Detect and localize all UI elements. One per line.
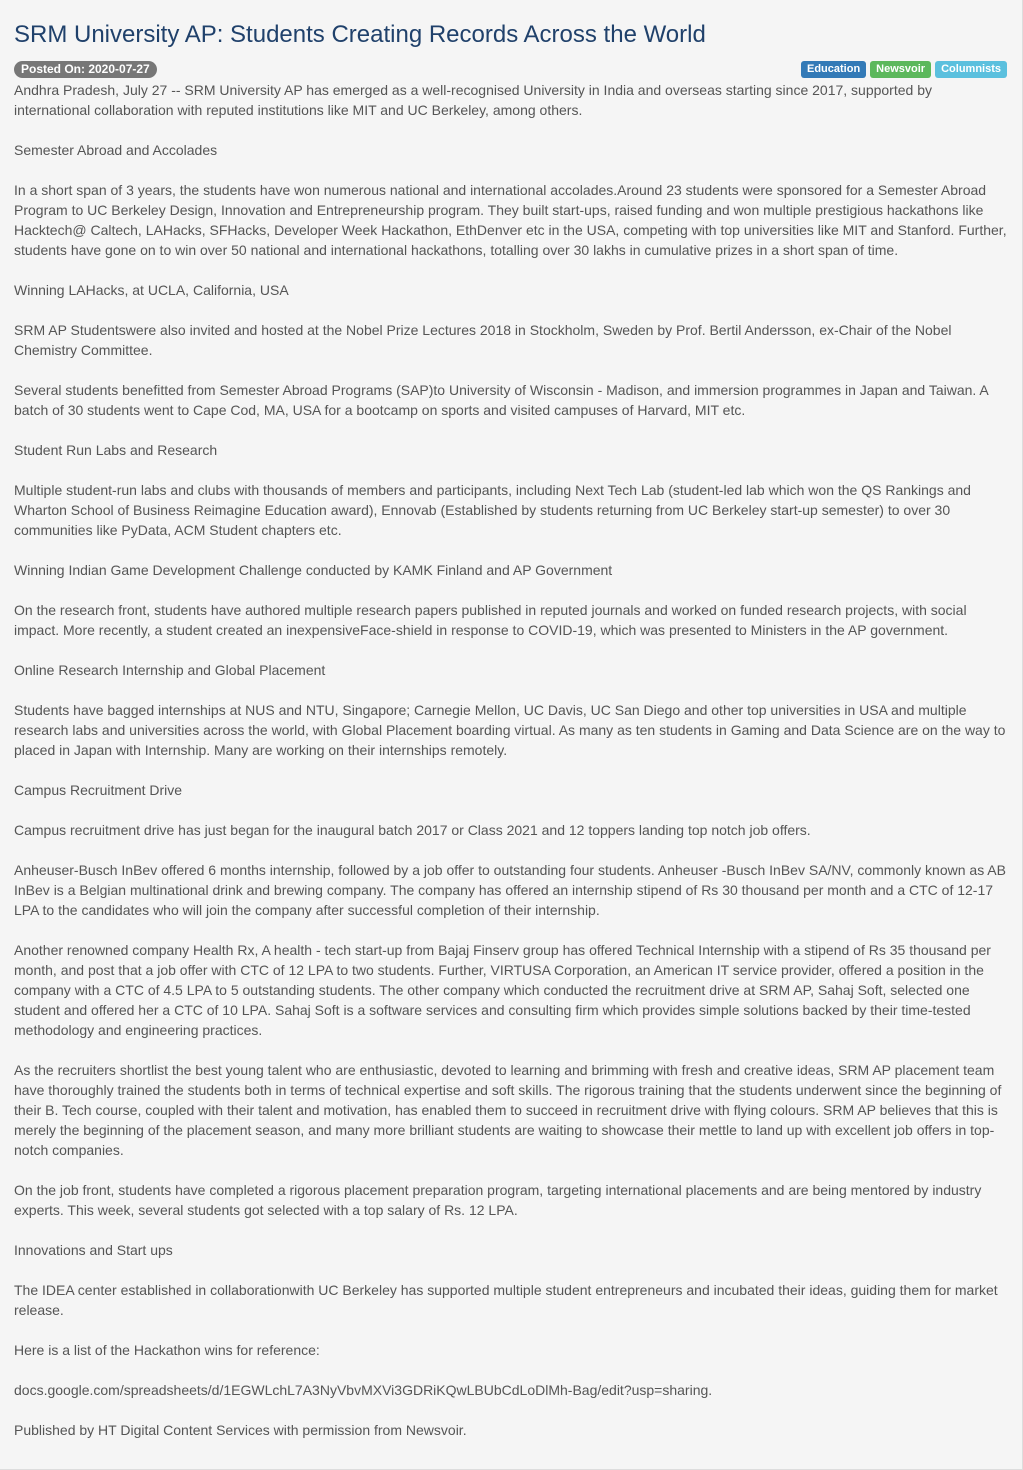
paragraph: Andhra Pradesh, July 27 -- SRM University AP has emerged as a well-recognised University in India and overseas starting since 2017, supported by international collaboration with reputed institutions like MIT and UC Berkeley, among others. [14,82,932,118]
section-heading: Campus Recruitment Drive [14,782,183,798]
tag-list [801,61,1007,78]
section-heading: Student Run Labs and Research [14,442,218,458]
section-heading: Online Research Internship and Global Placement [14,662,326,678]
paragraph: As the recruiters shortlist the best young talent who are enthusiastic, devoted to learning and brimming with fresh and creative ideas, SRM AP placement team have thoroughly trained the students both in terms of technical expertise and soft skills. The rigorous training that the students underwent since the beginning of their B. Tech course, coupled with their talent and motivation, has enabled them to succeed in recruitment drive with flying colours. SRM AP believes that this is merely the beginning of the placement season, and many more brilliant students are waiting to showcase their mettle to land up with excellent job offers in top-notch companies. [14,1062,1002,1158]
paragraph: Multiple student-run labs and clubs with thousands of members and participants, including Next Tech Lab (student-led lab which won the QS Rankings and Wharton School of Business Reimagine Education award), Ennovab (Established by students returning from UC Berkeley start-up semester) to over 30 communities like PyData, ACM Student chapters etc. [14,482,971,538]
paragraph: On the research front, students have authored multiple research papers published in reputed journals and worked on funded research projects, with social impact. More recently, a student created an inexpensiveFace-shield in response to COVID-19, which was presented to Ministers in the AP government. [14,602,967,638]
paragraph: The IDEA center established in collaborationwith UC Berkeley has supported multiple student entrepreneurs and incubated their ideas, guiding them for market release. [14,1282,998,1318]
paragraph: Several students benefitted from Semester Abroad Programs (SAP)to University of Wisconsin - Madison, and immersion programmes in Japan and Taiwan. A batch of 30 students went to Cape Cod, MA, USA for a bootcamp on sports and visited campuses of Harvard, MIT etc. [14,382,988,418]
publisher-credit: Published by HT Digital Content Services with permission from Newsvoir. [14,1422,467,1438]
paragraph: SRM AP Studentswere also invited and hosted at the Nobel Prize Lectures 2018 in Stockholm, Sweden by Prof. Bertil Andersson, ex-Chair of the Nobel Chemistry Committee. [14,322,952,358]
paragraph: On the job front, students have completed a rigorous placement preparation program, targeting international placements and are being mentored by industry experts. This week, several students got selected with a top salary of Rs. 12 LPA. [14,1182,982,1218]
reference-url: docs.google.com/spreadsheets/d/1EGWLchL7A3NyVbvMXVi3GDRiKQwLBUbCdLoDlMh-Bag/edit?usp=sharing. [14,1382,713,1398]
tag-columnists[interactable]: Columnists [935,61,1007,78]
posted-date-badge: Posted On: 2020-07-27 [14,61,157,78]
paragraph: Here is a list of the Hackathon wins for reference: [14,1342,320,1358]
section-heading: Winning LAHacks, at UCLA, California, USA [14,282,289,298]
paragraph: In a short span of 3 years, the students have won numerous national and international accolades.Around 23 students were sponsored for a Semester Abroad Program to UC Berkeley Design, Innovation and Entrepreneurship program. They built start-ups, raised funding and won multiple prestigious hackathons like Hacktech@ Caltech, LAHacks, SFHacks, Developer Week Hackathon, EthDenver etc in the USA, competing with top universities like MIT and Stanford. Further, students have gone on to win over 50 national and international hackathons, totalling over 30 lakhs in cumulative prizes in a short span of time. [14,182,1007,258]
article-meta [14,60,1008,78]
paragraph: Another renowned company Health Rx, A health - tech start-up from Bajaj Finserv group has offered Technical Internship with a stipend of Rs 35 thousand per month, and post that a job offer with CTC of 12 LPA to two students. Further, VIRTUSA Corporation, an American IT service provider, offered a position in the company with a CTC of 4.5 LPA to 5 outstanding students. The other company which conducted the recruitment drive at SRM AP, Sahaj Soft, selected one student and offered her a CTC of 10 LPA. Sahaj Soft is a software services and consulting firm which provides simple solutions backed by their time-tested methodology and engineering practices. [14,942,991,1038]
section-heading: Winning Indian Game Development Challenge conducted by KAMK Finland and AP Government [14,562,613,578]
article-title: SRM University AP: Students Creating Records Across the World [14,21,706,48]
paragraph: Campus recruitment drive has just began for the inaugural batch 2017 or Class 2021 and 12 toppers landing top notch job offers. [14,822,811,838]
paragraph: Students have bagged internships at NUS and NTU, Singapore; Carnegie Mellon, UC Davis, UC San Diego and other top universities in USA and multiple research labs and universities across the world, with Global Placement boarding virtual. As many as ten students in Gaming and Data Science are on the way to placed in Japan with Internship. Many are working on their internships remotely. [14,702,1006,758]
tag-education[interactable]: Education [801,61,866,78]
paragraph: Anheuser-Busch InBev offered 6 months internship, followed by a job offer to outstanding four students. Anheuser -Busch InBev SA/NV, commonly known as AB InBev is a Belgian multinational drink and brewing company. The company has offered an internship stipend of Rs 30 thousand per month and a CTC of 12-17 LPA to the candidates who will join the company after successful completion of their internship. [14,862,1006,918]
section-heading: Innovations and Start ups [14,1242,173,1258]
article-body [14,80,1008,1440]
section-heading: Semester Abroad and Accolades [14,142,218,158]
tag-newsvoir[interactable]: Newsvoir [870,61,931,78]
